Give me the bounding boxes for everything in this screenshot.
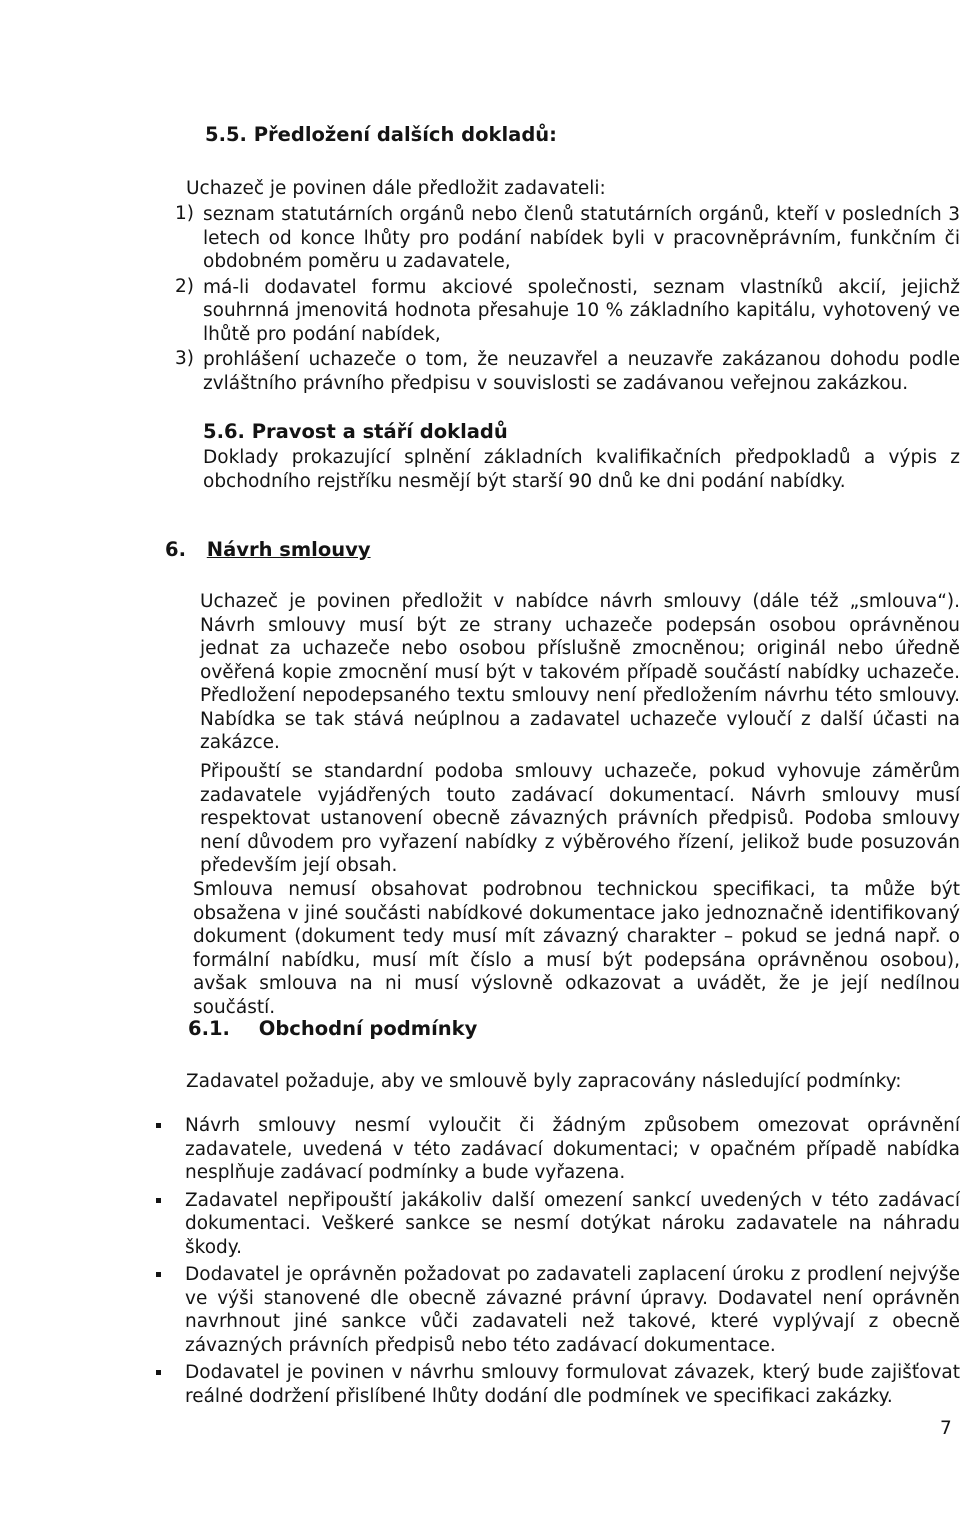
list-item-text: Zadavatel nepřipouští jakákoliv další omezení sankcí uvedených v této zadávací dokumentaci. Veškeré sankce se nesmí dotýkat nároku zadavatele na náhradu škody. xyxy=(185,1189,960,1258)
list-item-number: 1) xyxy=(175,203,194,224)
section-5-5-intro: Uchazeč je povinen dále předložit zadavateli: xyxy=(186,178,606,199)
bullet-icon xyxy=(153,1361,185,1408)
section-5-6-text: Doklady prokazující splnění základních kvalifikačních předpokladů a výpis z obchodního rejstříku nesmějí být starší 90 dnů ke dni podání nabídky. xyxy=(203,447,960,492)
list-item xyxy=(175,203,960,274)
bullet-icon xyxy=(153,1263,185,1357)
section-6-1-title: Obchodní podmínky xyxy=(258,1017,478,1040)
section-6-1-number: 6.1. xyxy=(188,1017,230,1040)
page-number: 7 xyxy=(940,1418,952,1439)
section-6-1-bullet-list xyxy=(153,1114,960,1408)
list-item-text: Návrh smlouvy nesmí vyloučit či žádným způsobem omezovat oprávnění zadavatele, uvedená v této zadávací dokumentaci; v opačném případě nabídka nesplňuje zadávací podmínky a bude vyřazena. xyxy=(185,1115,960,1183)
bullet-icon xyxy=(153,1114,185,1185)
section-6-1-heading xyxy=(188,1017,477,1040)
list-item-number: 3) xyxy=(175,348,194,369)
section-6-paragraph-2: Připouští se standardní podoba smlouvy uchazeče, pokud vyhovuje záměrům zadavatele vyjádřených touto zadávací dokumentací. Návrh smlouvy musí respektovat ustanovení obecně závazných právních předpisů. Podoba smlouvy není důvodem pro vyřazení nabídky z výběrového řízení, jelikož bude posuzován především její obsah. xyxy=(200,761,960,876)
section-6-1-intro: Zadavatel požaduje, aby ve smlouvě byly zapracovány následující podmínky: xyxy=(186,1071,902,1092)
list-item xyxy=(153,1263,960,1357)
list-item xyxy=(175,276,960,347)
section-6-paragraph-3: Smlouva nemusí obsahovat podrobnou technickou specifikaci, ta může být obsažena v jiné součásti nabídkové dokumentace jako jednoznačně identifikovaný dokument (dokument tedy musí mít závazný charakter – pokud se jedná např. o formální nabídku, musí mít číslo a musí být podepsána oprávněnou osobou), avšak smlouva na ni musí výslovně odkazovat a uvádět, že je její nedílnou součástí. xyxy=(193,879,960,1018)
list-item-number: 2) xyxy=(175,275,194,297)
list-item-text: má-li dodavatel formu akciové společnosti, seznam vlastníků akcií, jejichž souhrnná jmenovitá hodnota přesahuje 10 % základního kapitálu, vyhotovený ve lhůtě pro podání nabídek, xyxy=(203,276,960,345)
section-5-6-heading: 5.6. Pravost a stáří dokladů xyxy=(203,420,508,443)
section-6-heading xyxy=(165,538,371,561)
list-item xyxy=(175,348,960,395)
list-item-text: Dodavatel je povinen v návrhu smlouvy formulovat závazek, který bude zajišťovat reálné dodržení přislíbené lhůty dodání dle podmínek ve specifikaci zakázky. xyxy=(185,1362,960,1407)
section-5-5-list xyxy=(175,203,960,395)
list-item xyxy=(153,1114,960,1185)
section-6-title: Návrh smlouvy xyxy=(206,538,371,561)
list-item xyxy=(153,1361,960,1408)
section-6-paragraph-1: Uchazeč je povinen předložit v nabídce návrh smlouvy (dále též „smlouva“). Návrh smlouvy musí být ze strany uchazeče podepsán osobou oprávněnou jednat za uchazeče nebo osobou příslušně zmocněnou; originál nebo úředně ověřená kopie zmocnění musí být v takovém případě součástí nabídky uchazeče. Předložení nepodepsaného textu smlouvy není předložením návrhu této smlouvy. Nabídka se tak stává neúplnou a zadavatel uchazeče vyloučí z další účasti na zakázce. xyxy=(200,591,960,753)
section-5-5-heading: 5.5. Předložení dalších dokladů: xyxy=(205,123,557,146)
section-6-number: 6. xyxy=(165,538,186,561)
list-item-text: Dodavatel je oprávněn požadovat po zadavateli zaplacení úroku z prodlení nejvýše ve výši stanovené dle obecně závazné právní úpravy. Dodavatel není oprávněn navrhnout jiné sankce vůči zadavateli než takové, které vyplývají z obecně závazných právních předpisů nebo této zadávací dokumentace. xyxy=(185,1264,960,1356)
list-item xyxy=(153,1189,960,1260)
list-item-text: prohlášení uchazeče o tom, že neuzavřel a neuzavře zakázanou dohodu podle zvláštního právního předpisu v souvislosti se zadávanou veřejnou zakázkou. xyxy=(203,349,960,394)
list-item-text: seznam statutárních orgánů nebo členů statutárních orgánů, kteří v posledních 3 letech od konce lhůty pro podání nabídek byli v pracovněprávním, funkčním či obdobném poměru u zadavatele, xyxy=(203,204,960,272)
bullet-icon xyxy=(153,1189,185,1260)
